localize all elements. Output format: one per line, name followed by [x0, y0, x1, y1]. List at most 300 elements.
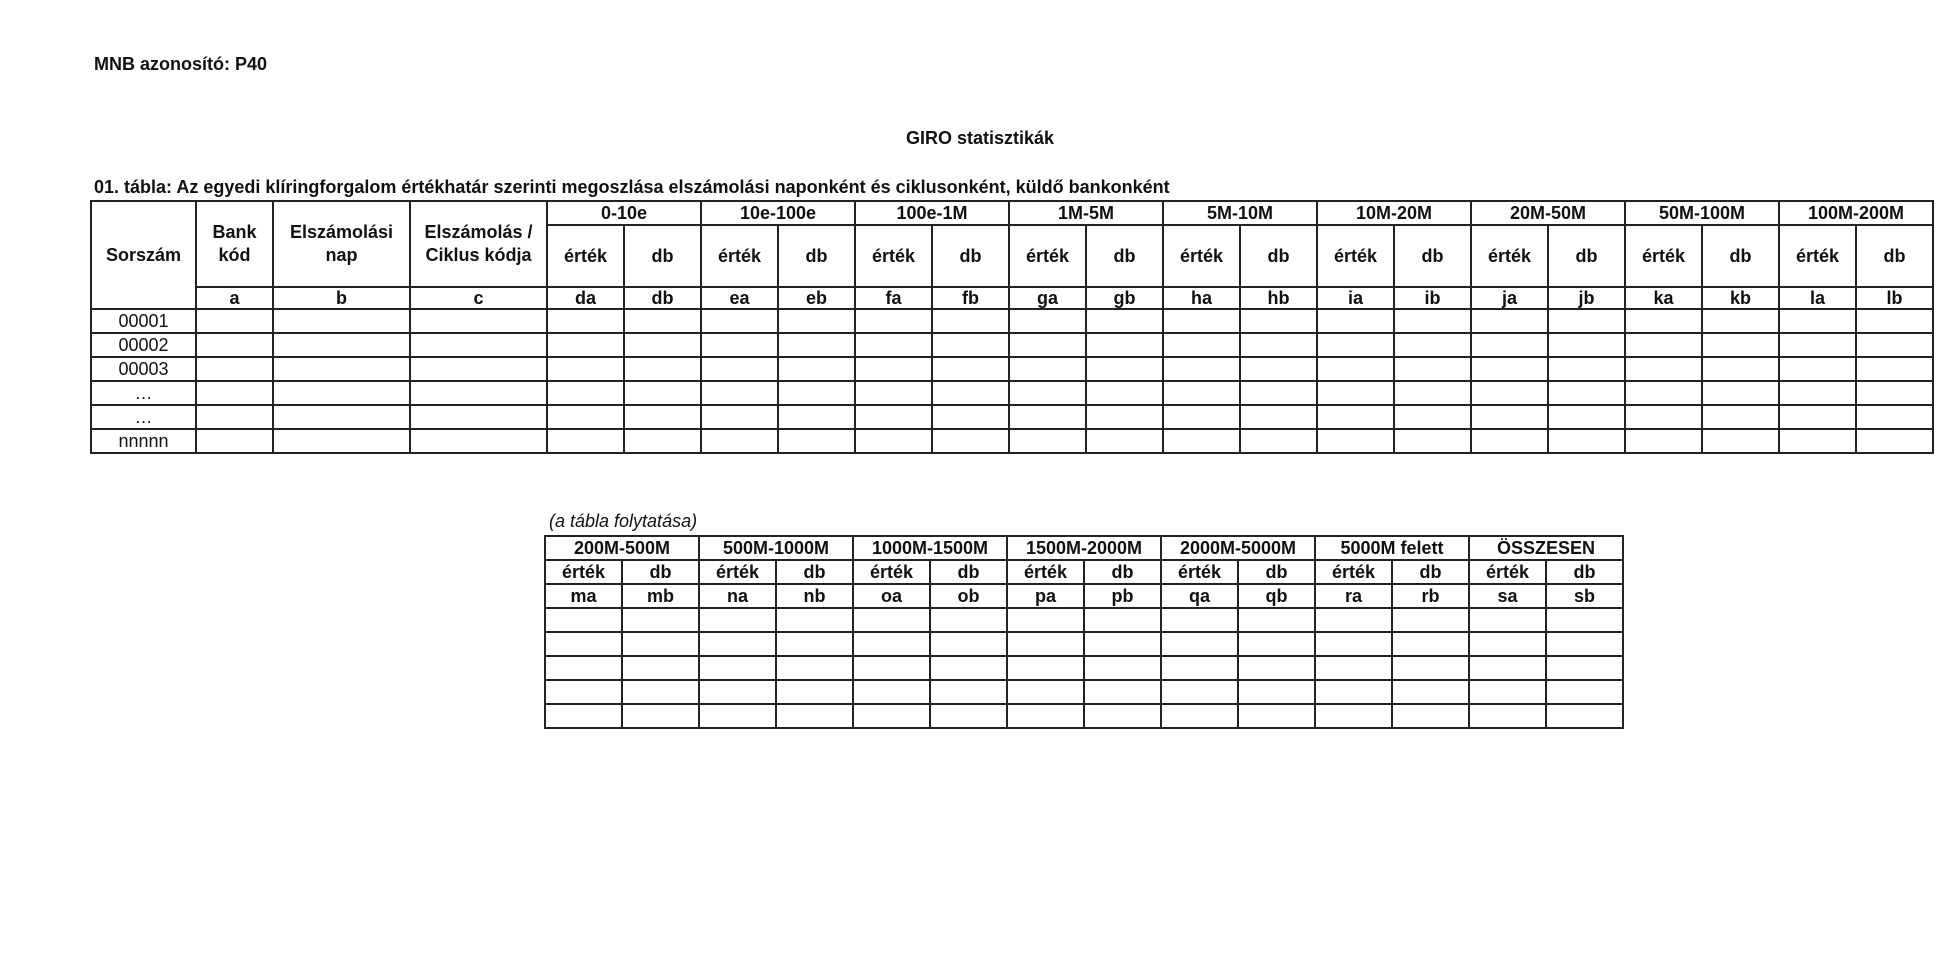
table-cell: [1163, 309, 1240, 333]
table-cell: [1086, 429, 1163, 453]
range-header: 1000M-1500M: [853, 536, 1007, 560]
db-header: db: [1394, 225, 1471, 287]
column-code: pa: [1007, 584, 1084, 608]
table-cell: [1546, 608, 1623, 632]
table-cell: [853, 608, 930, 632]
db-header: db: [1548, 225, 1625, 287]
range-header: 10M-20M: [1317, 201, 1471, 225]
table-cell: [1009, 357, 1086, 381]
page-title: GIRO statisztikák: [905, 128, 1055, 148]
table-cell: [547, 405, 624, 429]
column-code: sb: [1546, 584, 1623, 608]
table-cell: [273, 357, 410, 381]
column-code: jb: [1548, 287, 1625, 309]
table-cell: [776, 680, 853, 704]
table-cell: [196, 357, 273, 381]
table-row: [91, 429, 1933, 453]
table-cell: [930, 704, 1007, 728]
column-code: ea: [701, 287, 778, 309]
table-cell: [622, 656, 699, 680]
table-row: [545, 656, 1623, 680]
table-cell: [1469, 680, 1546, 704]
table-cell: [701, 309, 778, 333]
table-cell: [1471, 405, 1548, 429]
ertek-header: érték: [1009, 225, 1086, 287]
code-a: a: [196, 287, 273, 309]
ertek-header: érték: [853, 560, 930, 584]
table-cell: [410, 357, 547, 381]
table-row: [545, 632, 1623, 656]
range-header: 5000M felett: [1315, 536, 1469, 560]
table-cell: [196, 405, 273, 429]
table-cell: [776, 704, 853, 728]
header-ciklus-kod: Elszámolás / Ciklus kódja: [410, 201, 547, 287]
db-header: db: [624, 225, 701, 287]
table-cell: [701, 333, 778, 357]
table-cell: [1086, 405, 1163, 429]
ertek-header: érték: [1007, 560, 1084, 584]
table-cell: [1548, 309, 1625, 333]
table-cell: [1163, 381, 1240, 405]
table-cell: [1469, 608, 1546, 632]
ertek-header: érték: [699, 560, 776, 584]
ertek-header: érték: [1161, 560, 1238, 584]
column-code: ka: [1625, 287, 1702, 309]
ertek-header: érték: [1315, 560, 1392, 584]
range-header: 200M-500M: [545, 536, 699, 560]
table-cell: [1471, 429, 1548, 453]
column-code: da: [547, 287, 624, 309]
table-cell: [1702, 405, 1779, 429]
table-cell: [1007, 608, 1084, 632]
table-cell: [196, 381, 273, 405]
table-cell: [624, 405, 701, 429]
table-cell: [930, 680, 1007, 704]
table-cell: [1394, 357, 1471, 381]
table-row: [91, 309, 1933, 333]
table-row: [545, 704, 1623, 728]
table-cell: [701, 357, 778, 381]
table-cell: [1315, 680, 1392, 704]
table-cell: [1238, 680, 1315, 704]
column-code: eb: [778, 287, 855, 309]
code-c: c: [410, 287, 547, 309]
table-cell: [855, 429, 932, 453]
column-code: ra: [1315, 584, 1392, 608]
table-cell: [1702, 333, 1779, 357]
table-cell: [1469, 632, 1546, 656]
db-header: db: [1702, 225, 1779, 287]
table-cell: [699, 632, 776, 656]
table-cell: [1856, 429, 1933, 453]
table-cell: [410, 405, 547, 429]
table-cell: [624, 309, 701, 333]
table-cell: [1471, 357, 1548, 381]
table-cell: [196, 429, 273, 453]
table-cell: [624, 357, 701, 381]
table-cell: [1779, 381, 1856, 405]
table-cell: [1392, 656, 1469, 680]
table-cell: [1084, 608, 1161, 632]
table-cell: [545, 608, 622, 632]
table-cell: [932, 333, 1009, 357]
table-cell: [1392, 704, 1469, 728]
range-header: 1500M-2000M: [1007, 536, 1161, 560]
table-cell: [1315, 608, 1392, 632]
table-cell: [1702, 429, 1779, 453]
column-code: kb: [1702, 287, 1779, 309]
table-cell: [699, 608, 776, 632]
table-cell: [547, 357, 624, 381]
table-cell: [1625, 405, 1702, 429]
table-cell: [1315, 704, 1392, 728]
table-cell: [410, 429, 547, 453]
table-cell: [1856, 309, 1933, 333]
table-cell: [1009, 429, 1086, 453]
table-cell: [1856, 405, 1933, 429]
table-cell: [1317, 333, 1394, 357]
db-header: db: [932, 225, 1009, 287]
table-cell: [273, 405, 410, 429]
table-cell: [1394, 405, 1471, 429]
range-header: 10e-100e: [701, 201, 855, 225]
table-row: [545, 680, 1623, 704]
header-elszamolasi-nap: Elszámolási nap: [273, 201, 410, 287]
column-code: sa: [1469, 584, 1546, 608]
table-cell: [547, 429, 624, 453]
table-cell: [1856, 381, 1933, 405]
table-cell: [855, 381, 932, 405]
table-cell: [701, 381, 778, 405]
table-cell: [1007, 680, 1084, 704]
ertek-header: érték: [1625, 225, 1702, 287]
db-header: db: [622, 560, 699, 584]
table-cell: [1548, 357, 1625, 381]
table-row: [91, 357, 1933, 381]
table-cell: [1702, 309, 1779, 333]
table-cell: [699, 680, 776, 704]
column-code: ia: [1317, 287, 1394, 309]
table-cell: [624, 333, 701, 357]
table-cell: [1163, 429, 1240, 453]
column-code: rb: [1392, 584, 1469, 608]
table-cell: [701, 429, 778, 453]
range-header: 5M-10M: [1163, 201, 1317, 225]
table-cell: [1009, 309, 1086, 333]
range-header: 100e-1M: [855, 201, 1009, 225]
table-cell: [410, 309, 547, 333]
table-cell: [1469, 704, 1546, 728]
table-cell: [1086, 333, 1163, 357]
table-cell: [855, 309, 932, 333]
table-cell: [1548, 381, 1625, 405]
table-cell: [1315, 632, 1392, 656]
header-sorszam: Sorszám: [91, 201, 196, 309]
row-number: 00003: [91, 357, 196, 381]
table-cell: [1702, 381, 1779, 405]
table-cell: [1548, 405, 1625, 429]
table-cell: [1240, 357, 1317, 381]
table-cell: [622, 704, 699, 728]
table-cell: [622, 632, 699, 656]
table-cell: [932, 357, 1009, 381]
table-cell: [1084, 656, 1161, 680]
table-row: [91, 333, 1933, 357]
table-cell: [1240, 333, 1317, 357]
table-cell: [853, 632, 930, 656]
table-cell: [1779, 309, 1856, 333]
table-cell: [776, 632, 853, 656]
ertek-header: érték: [1163, 225, 1240, 287]
table-cell: [1392, 608, 1469, 632]
table2-caption: (a tábla folytatása): [549, 511, 698, 531]
table-cell: [1007, 704, 1084, 728]
table-cell: [547, 333, 624, 357]
table-cell: [1548, 429, 1625, 453]
table-row: [545, 608, 1623, 632]
table-cell: [1856, 333, 1933, 357]
table-cell: [930, 656, 1007, 680]
db-header: db: [1392, 560, 1469, 584]
table-cell: [1625, 381, 1702, 405]
row-number: …: [91, 381, 196, 405]
row-number: nnnnn: [91, 429, 196, 453]
row-number: …: [91, 405, 196, 429]
range-header: 100M-200M: [1779, 201, 1933, 225]
table-cell: [273, 381, 410, 405]
table-cell: [778, 405, 855, 429]
table-cell: [853, 680, 930, 704]
table-cell: [1086, 357, 1163, 381]
table-cell: [1317, 429, 1394, 453]
table-cell: [778, 333, 855, 357]
table-cell: [624, 429, 701, 453]
db-header: db: [1546, 560, 1623, 584]
db-header: db: [1238, 560, 1315, 584]
table-cell: [1315, 656, 1392, 680]
table-cell: [1317, 405, 1394, 429]
table-cell: [1240, 429, 1317, 453]
table-cell: [273, 333, 410, 357]
table-cell: [1546, 704, 1623, 728]
column-code: pb: [1084, 584, 1161, 608]
column-code: hb: [1240, 287, 1317, 309]
table-cell: [1163, 357, 1240, 381]
ertek-header: érték: [1779, 225, 1856, 287]
table-cell: [1007, 656, 1084, 680]
table-cell: [1625, 357, 1702, 381]
table-cell: [778, 357, 855, 381]
range-header: 500M-1000M: [699, 536, 853, 560]
table-cell: [1161, 656, 1238, 680]
code-b: b: [273, 287, 410, 309]
table-cell: [776, 608, 853, 632]
column-code: ha: [1163, 287, 1240, 309]
table-cell: [622, 680, 699, 704]
table-cell: [701, 405, 778, 429]
table-cell: [855, 357, 932, 381]
clearing-table: [90, 200, 1934, 454]
table-cell: [1161, 632, 1238, 656]
column-code: fb: [932, 287, 1009, 309]
table-cell: [1240, 309, 1317, 333]
ertek-header: érték: [547, 225, 624, 287]
table-cell: [624, 381, 701, 405]
table-cell: [1394, 333, 1471, 357]
table-cell: [1548, 333, 1625, 357]
table-cell: [1471, 333, 1548, 357]
table-cell: [1471, 381, 1548, 405]
table-cell: [1625, 429, 1702, 453]
table-cell: [1240, 405, 1317, 429]
ertek-header: érték: [1471, 225, 1548, 287]
column-code: nb: [776, 584, 853, 608]
range-header: 0-10e: [547, 201, 701, 225]
table-cell: [1779, 429, 1856, 453]
column-code: la: [1779, 287, 1856, 309]
table-cell: [1009, 333, 1086, 357]
table-cell: [1394, 429, 1471, 453]
table-cell: [1086, 381, 1163, 405]
table-cell: [932, 405, 1009, 429]
table-cell: [196, 309, 273, 333]
table-cell: [930, 632, 1007, 656]
ertek-header: érték: [1317, 225, 1394, 287]
table-cell: [1238, 656, 1315, 680]
table-cell: [545, 656, 622, 680]
table-cell: [196, 333, 273, 357]
table-cell: [932, 429, 1009, 453]
table-cell: [1163, 405, 1240, 429]
table-cell: [1317, 381, 1394, 405]
db-header: db: [776, 560, 853, 584]
column-code: fa: [855, 287, 932, 309]
column-code: ga: [1009, 287, 1086, 309]
table-cell: [1394, 381, 1471, 405]
table-cell: [273, 429, 410, 453]
table-cell: [1238, 704, 1315, 728]
row-number: 00002: [91, 333, 196, 357]
db-header: db: [1240, 225, 1317, 287]
table-cell: [1084, 680, 1161, 704]
column-code: qa: [1161, 584, 1238, 608]
table-cell: [1546, 632, 1623, 656]
table-cell: [547, 381, 624, 405]
table1-caption: 01. tábla: Az egyedi klíringforgalom értékhatár szerinti megoszlása elszámolási naponként és ciklusonként, küldő bankonként: [94, 177, 1170, 197]
table-cell: [776, 656, 853, 680]
table-cell: [1546, 680, 1623, 704]
column-code: ja: [1471, 287, 1548, 309]
table-cell: [1469, 656, 1546, 680]
db-header: db: [1084, 560, 1161, 584]
ertek-header: érték: [855, 225, 932, 287]
row-number: 00001: [91, 309, 196, 333]
table-cell: [1161, 608, 1238, 632]
table-cell: [410, 333, 547, 357]
table-cell: [1240, 381, 1317, 405]
table-cell: [622, 608, 699, 632]
column-code: na: [699, 584, 776, 608]
table-cell: [855, 405, 932, 429]
table-row: [91, 405, 1933, 429]
ertek-header: érték: [1469, 560, 1546, 584]
clearing-table-continued: [544, 535, 1624, 729]
column-code: db: [624, 287, 701, 309]
ertek-header: érték: [701, 225, 778, 287]
table-cell: [1317, 309, 1394, 333]
db-header: db: [1856, 225, 1933, 287]
table-cell: [1238, 632, 1315, 656]
table-cell: [1625, 309, 1702, 333]
range-header: 1M-5M: [1009, 201, 1163, 225]
mnb-identifier: MNB azonosító: P40: [94, 54, 268, 74]
table-cell: [778, 429, 855, 453]
db-header: db: [1086, 225, 1163, 287]
table-cell: [1084, 632, 1161, 656]
column-code: mb: [622, 584, 699, 608]
column-code: lb: [1856, 287, 1933, 309]
column-code: ib: [1394, 287, 1471, 309]
table-cell: [1161, 680, 1238, 704]
table-cell: [1394, 309, 1471, 333]
table-cell: [1856, 357, 1933, 381]
table-cell: [778, 381, 855, 405]
table-cell: [1161, 704, 1238, 728]
table-cell: [930, 608, 1007, 632]
table-cell: [410, 381, 547, 405]
table-cell: [1702, 357, 1779, 381]
header-bank-kod: Bank kód: [196, 201, 273, 287]
table-cell: [1163, 333, 1240, 357]
table-row: [91, 381, 1933, 405]
db-header: db: [930, 560, 1007, 584]
table-cell: [1238, 608, 1315, 632]
table-cell: [1007, 632, 1084, 656]
table-cell: [853, 704, 930, 728]
table-cell: [699, 704, 776, 728]
table-cell: [1392, 632, 1469, 656]
table-cell: [273, 309, 410, 333]
table-cell: [1009, 381, 1086, 405]
table-cell: [853, 656, 930, 680]
table-cell: [855, 333, 932, 357]
column-code: gb: [1086, 287, 1163, 309]
column-code: ob: [930, 584, 1007, 608]
range-header: 50M-100M: [1625, 201, 1779, 225]
range-header: 2000M-5000M: [1161, 536, 1315, 560]
table-cell: [545, 704, 622, 728]
ertek-header: érték: [545, 560, 622, 584]
table-cell: [1086, 309, 1163, 333]
table-cell: [1084, 704, 1161, 728]
table-cell: [545, 680, 622, 704]
table-cell: [1392, 680, 1469, 704]
table-cell: [778, 309, 855, 333]
table-cell: [1317, 357, 1394, 381]
table-cell: [545, 632, 622, 656]
table-cell: [1471, 309, 1548, 333]
table-cell: [932, 381, 1009, 405]
table-cell: [1009, 405, 1086, 429]
table-cell: [1625, 333, 1702, 357]
table-cell: [1779, 333, 1856, 357]
table-cell: [1546, 656, 1623, 680]
column-code: ma: [545, 584, 622, 608]
range-header: 20M-50M: [1471, 201, 1625, 225]
table-cell: [932, 309, 1009, 333]
table-cell: [699, 656, 776, 680]
range-header: ÖSSZESEN: [1469, 536, 1623, 560]
